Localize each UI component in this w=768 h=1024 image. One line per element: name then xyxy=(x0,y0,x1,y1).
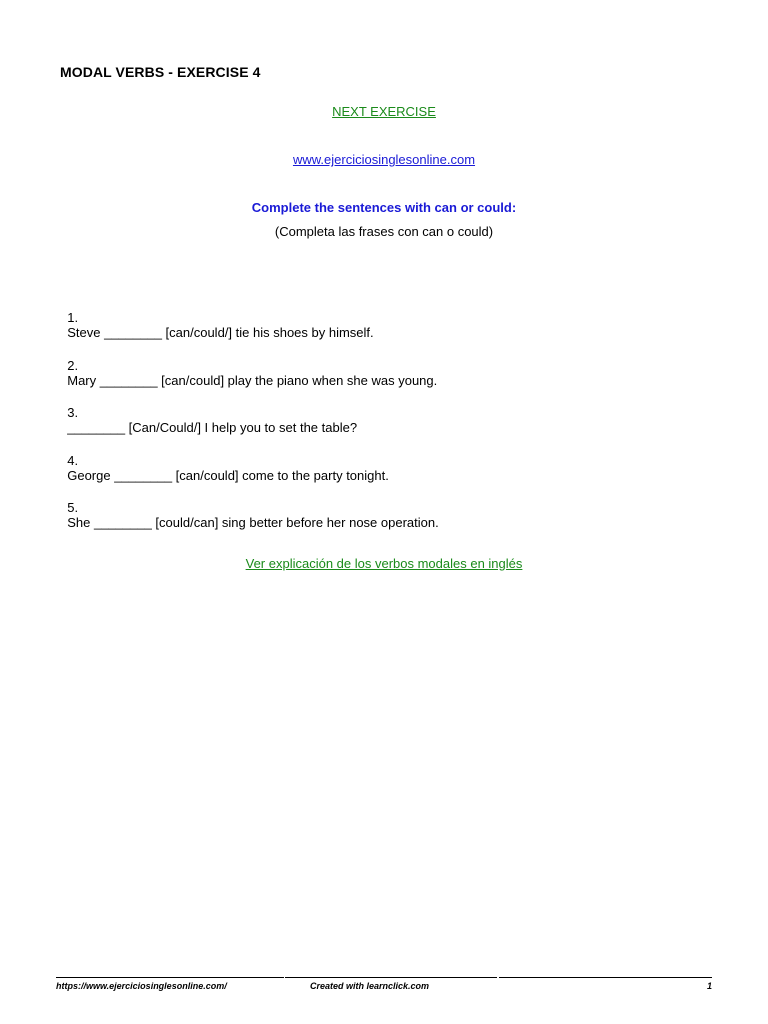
exercise-number: 5. xyxy=(67,500,79,515)
footer-url: https://www.ejerciciosinglesonline.com/ xyxy=(56,981,227,991)
page-title: MODAL VERBS - EXERCISE 4 xyxy=(60,64,261,80)
footer-credit: Created with learnclick.com xyxy=(310,981,430,991)
exercise-text: George ________ [can/could] come to the party tonight. xyxy=(67,468,389,483)
footer-divider-right xyxy=(499,977,712,978)
footer-divider-center xyxy=(285,977,497,978)
footer-page-number: 1 xyxy=(706,981,712,991)
exercise-item-1 xyxy=(60,295,374,340)
exercise-number: 1. xyxy=(67,310,79,325)
instruction-heading: Complete the sentences with can or could: xyxy=(251,200,517,215)
exercise-number: 2. xyxy=(67,358,79,373)
exercise-text: She ________ [could/can] sing better before her nose operation. xyxy=(67,515,439,530)
instruction-translation: (Completa las frases con can o could) xyxy=(274,224,494,239)
explanation-link-row xyxy=(0,556,768,571)
footer-divider-left xyxy=(56,977,284,978)
exercise-item-4 xyxy=(60,438,389,483)
exercise-number: 3. xyxy=(67,405,79,420)
exercise-text: Mary ________ [can/could] play the piano when she was young. xyxy=(67,373,438,388)
exercise-item-5 xyxy=(60,485,439,530)
exercise-text: Steve ________ [can/could/] tie his shoes by himself. xyxy=(67,325,374,340)
exercise-number: 4. xyxy=(67,453,79,468)
exercise-text: ________ [Can/Could/] I help you to set the table? xyxy=(67,420,358,435)
site-link-row xyxy=(0,152,768,167)
next-exercise-row xyxy=(0,104,768,119)
site-link[interactable]: www.ejerciciosinglesonline.com xyxy=(292,152,476,167)
exercise-item-3 xyxy=(60,390,357,435)
explanation-link[interactable]: Ver explicación de los verbos modales en inglés xyxy=(245,556,523,571)
exercise-item-2 xyxy=(60,343,437,388)
next-exercise-link[interactable]: NEXT EXERCISE xyxy=(332,104,436,119)
